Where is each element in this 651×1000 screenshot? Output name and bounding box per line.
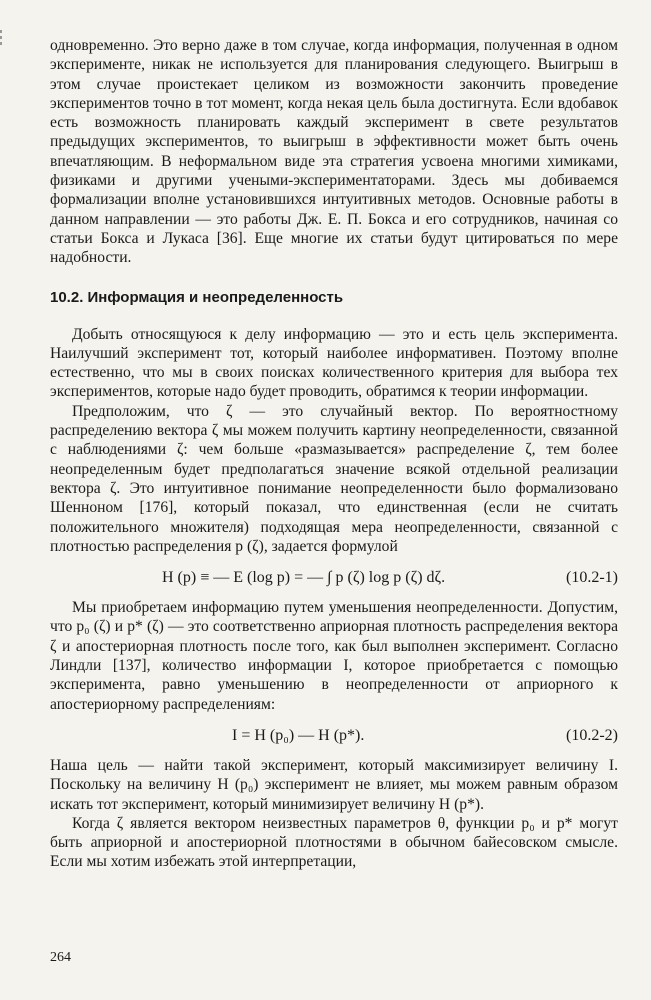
paragraph-unknown-parameters: Когда ζ является вектором неизвестных параметров θ, функции p₀ и p* могут быть априорной и апостериорной плотностями в обычном байесовском смысле. Если мы хотим избежать этой интерпретации, — [50, 814, 618, 871]
paragraph-information-goal: Добыть относящуюся к делу информацию — это и есть цель эксперимента. Наилучший эксперимент тот, который наиболее информативен. Поэтому вполне естественно, что мы в своих поисках количественного критерия для выбора тех экспериментов, которые надо будет проводить, обратимся к теории информации. — [50, 325, 618, 401]
formula-information-number: (10.2-2) — [566, 726, 618, 744]
page-number: 264 — [50, 950, 71, 965]
section-heading: 10.2. Информация и неопределенность — [50, 288, 344, 306]
formula-entropy-expression: H (p) ≡ — E (log p) = — ∫ p (ζ) log p (ζ) dζ. — [162, 569, 446, 587]
formula-entropy-number: (10.2-1) — [566, 569, 618, 587]
binding-marks — [0, 30, 3, 50]
paragraph-goal-maximize: Наша цель — найти такой эксперимент, который максимизирует величину I. Поскольку на величину H (p₀) эксперимент не влияет, мы можем равным образом искать тот эксперимент, который минимизирует величину H (p*). — [50, 756, 618, 813]
formula-entropy — [50, 562, 618, 594]
paragraph-random-vector: Предположим, что ζ — это случайный вектор. По вероятностному распределению вектора ζ мы можем получить картину неопределенности, связанной с наблюдениями ζ: чем больше «размазывается» распределение ζ, тем более неопределенным будет предполагаться значение всякой отдельной реализации вектора ζ. Это интуитивное понимание неопределенности было формализовано Шенноном [176], который показал, что единственная (если не считать положительного множителя) подходящая мера неопределенности, связанной с плотностью распределения p (ζ), задается формулой — [50, 402, 618, 555]
paragraph-information-gain: Мы приобретаем информацию путем уменьшения неопределенности. Допустим, что p₀ (ζ) и p* (ζ) — это соответственно априорная плотность распределения вектора ζ и апостериорная плотность после того, как был выполнен эксперимент. Согласно Линдли [137], количество информации I, которое приобретается с помощью эксперимента, равно уменьшению в неопределенности от априорного к апостериорному распределениям: — [50, 599, 618, 713]
formula-information-expression: I = H (p₀) — H (p*). — [232, 726, 365, 744]
paragraph-continuation: одновременно. Это верно даже в том случае, когда информация, полученная в одном эксперименте, никак не используется для планирования следующего. Выигрыш в этом случае проистекает целиком из возможности закончить проведение экспериментов точно в тот момент, когда некая цель была достигнута. Если вдобавок есть возможность планировать каждый эксперимент в свете результатов предыдущих экспериментов, то выигрыш в эффективности может быть очень впечатляющим. В неформальном виде эта стратегия усвоена многими химиками, физиками и другими учеными-экспериментаторами. Здесь мы добиваемся формализации вполне установившихся интуитивных методов. Основные работы в данном направлении — это работы Дж. Е. П. Бокса и его сотрудников, начиная со статьи Бокса и Лукаса [36]. Еще многие их статьи будут цитироваться по мере надобности. — [50, 37, 618, 267]
formula-information — [50, 720, 618, 752]
page-body — [50, 36, 618, 872]
